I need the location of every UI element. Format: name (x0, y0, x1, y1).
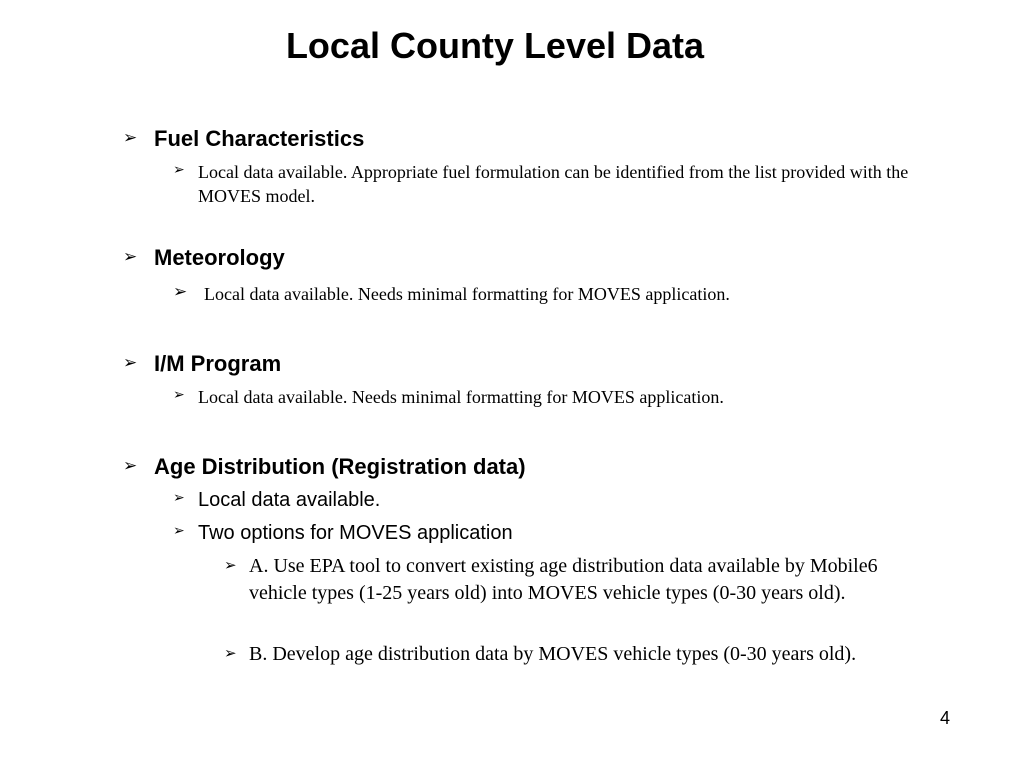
arrowhead-bullet-icon: ➢ (123, 353, 138, 373)
bullet-item (173, 520, 933, 546)
bullet-item (173, 385, 933, 409)
section-heading-label: I/M Program (154, 351, 282, 376)
bullet-text: Local data available. (198, 489, 381, 511)
arrowhead-bullet-icon: ➢ (173, 387, 185, 403)
section-heading-label: Fuel Characteristics (154, 126, 365, 151)
bullet-text: Local data available. Needs minimal formatting for MOVES application. (198, 387, 724, 407)
bullet-item (173, 282, 933, 306)
bullet-text: Local data available. Appropriate fuel formulation can be identified from the list provided with the MOVES model. (198, 162, 909, 206)
bullet-item (173, 487, 933, 513)
arrowhead-bullet-icon: ➢ (173, 523, 185, 539)
arrowhead-bullet-icon: ➢ (123, 247, 138, 267)
arrowhead-bullet-icon: ➢ (173, 162, 185, 178)
arrowhead-bullet-icon: ➢ (173, 490, 185, 506)
arrowhead-bullet-icon: ➢ (123, 128, 138, 148)
arrowhead-bullet-icon: ➢ (224, 556, 237, 574)
page-number: 4 (940, 708, 951, 728)
section-heading-label: Age Distribution (Registration data) (154, 454, 526, 479)
bullet-item (173, 160, 933, 208)
arrowhead-bullet-icon: ➢ (123, 456, 138, 476)
section-heading-fuel-characteristics (123, 126, 983, 152)
sub-bullet-text: B. Develop age distribution data by MOVES vehicle types (0-30 years old). (249, 643, 857, 665)
section-heading-meteorology (123, 245, 983, 271)
sub-bullet-item (224, 641, 924, 668)
arrowhead-bullet-icon: ➢ (173, 282, 188, 302)
slide-title: Local County Level Data (285, 25, 705, 66)
section-heading-label: Meteorology (154, 245, 285, 270)
arrowhead-bullet-icon: ➢ (224, 644, 237, 662)
sub-bullet-text: A. Use EPA tool to convert existing age distribution data available by Mobile6 vehicle types (1-25 years old) into MOVES vehicle types (0-30 years old). (249, 555, 878, 604)
bullet-text: Local data available. Needs minimal formatting for MOVES application. (204, 284, 730, 304)
sub-bullet-item (224, 553, 924, 607)
section-heading-age-distribution (123, 454, 983, 480)
section-heading-im-program (123, 351, 983, 377)
bullet-text: Two options for MOVES application (198, 522, 513, 544)
